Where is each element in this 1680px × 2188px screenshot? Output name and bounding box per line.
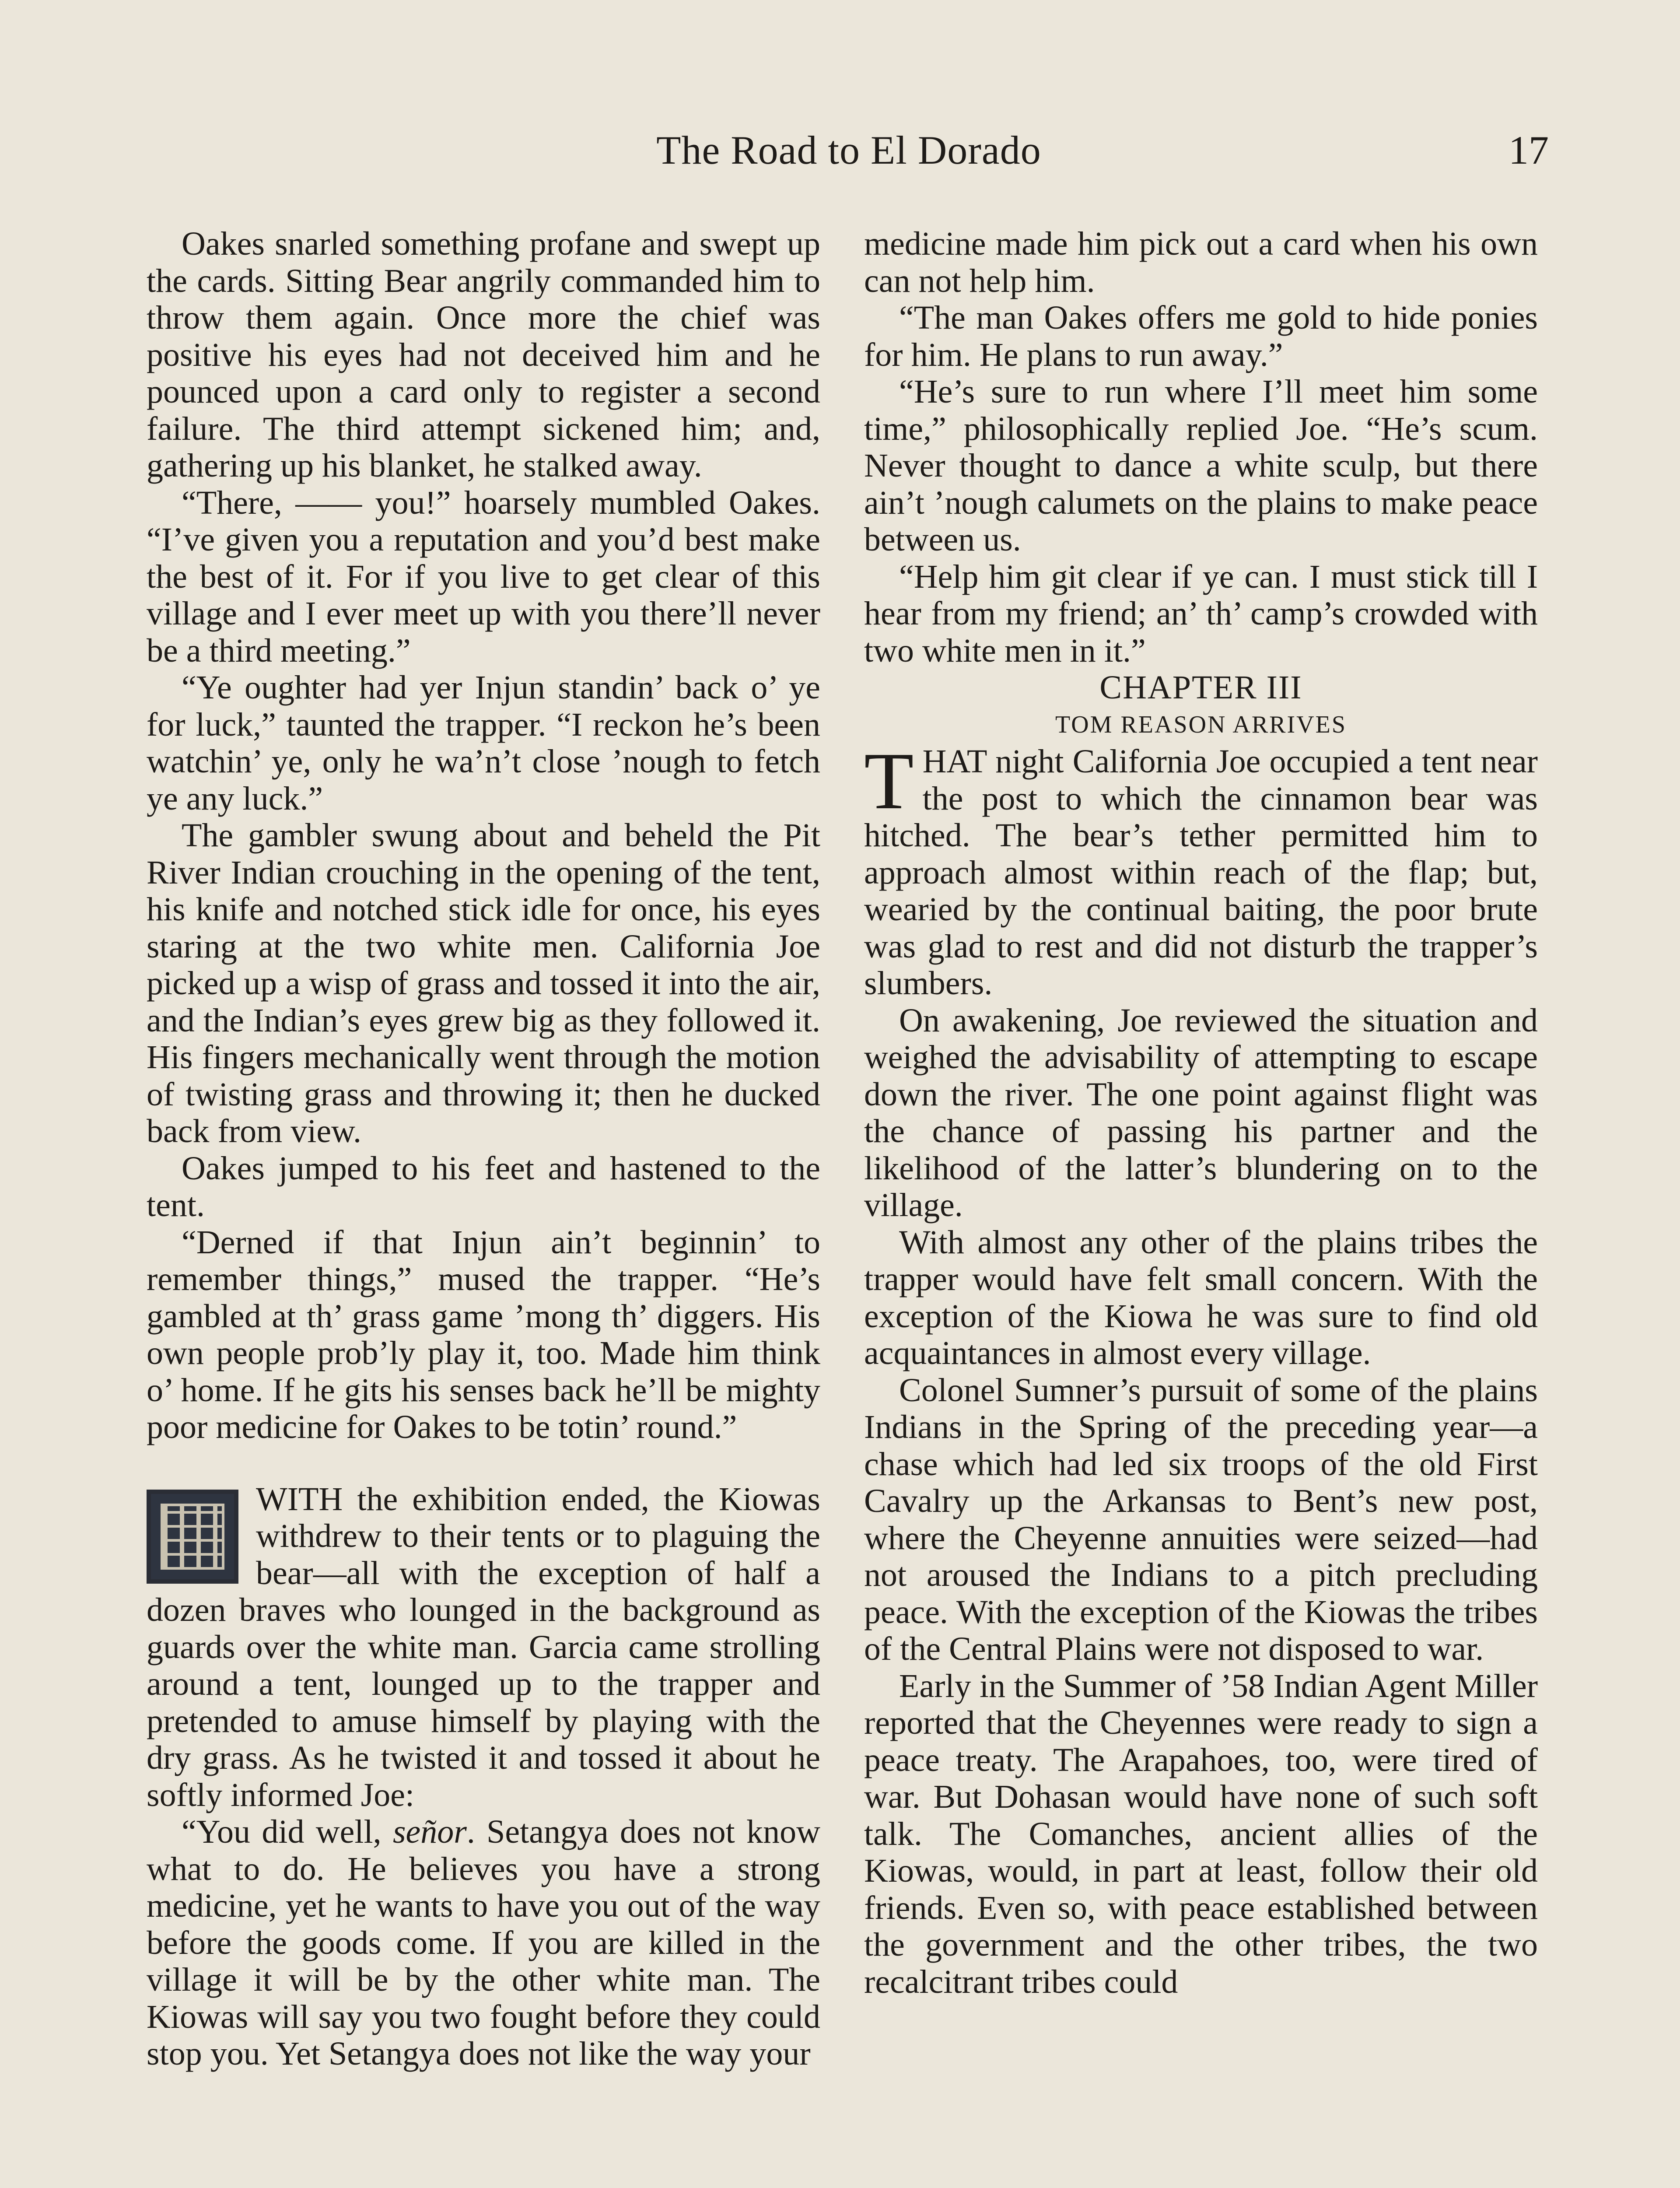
paragraph: “There, —— you!” hoarsely mumbled Oakes. “I’ve given you a reputation and you’d best make the best of it. For if you live to get clear of this village and I ever meet up with you there’ll never be a third meeting.” — [147, 484, 820, 669]
page-number: 17 — [1508, 128, 1549, 172]
paragraph: With almost any other of the plains tribes the trapper would have felt small concern. With the exception of the Kiowa he was sure to find old acquaintances in almost every village. — [864, 1224, 1538, 1371]
drop-cap: T — [864, 736, 914, 826]
ornamented-paragraph — [147, 1481, 820, 1814]
paragraph — [864, 736, 1538, 1002]
italic-word: señor — [392, 1813, 467, 1850]
paragraph: “Help him git clear if ye can. I must stick till I hear from my friend; an’ th’ camp’s crowded with two white men in it.” — [864, 558, 1538, 669]
chapter-heading: CHAPTER III — [1099, 669, 1302, 706]
text-run: HAT night California Joe occupied a tent near the post to which the cinnamon bear was hitched. The bear’s tether permitted him to approach almost within reach of the flap; but, wearied by the continual baiting, the poor brute was glad to rest and did not disturb the trapper’s slumbers. — [864, 743, 1538, 1002]
text-run: . Setangya does not know what to do. He believes you have a strong medicine, yet he wants to have you out of the way before the goods come. If you are killed in the village it will be by the other white man. The Kiowas will say you two fought before they could stop you. Yet Setangya does not like the way your — [147, 1813, 820, 2072]
paragraph: WITH the exhibition ended, the Kiowas withdrew to their tents or to plaguing the bear—all with the exception of half a dozen braves who lounged in the background as guards over the white man. Garcia came strolling around a tent, lounged up to the trapper and pretended to amuse himself by playing with the dry grass. As he twisted it and tossed it about he softly informed Joe: — [147, 1480, 820, 1813]
paragraph: “The man Oakes offers me gold to hide ponies for him. He plans to run away.” — [864, 299, 1538, 373]
ornamental-initial-icon — [147, 1490, 238, 1584]
paragraph: Early in the Summer of ’58 Indian Agent Miller reported that the Cheyennes were ready to sign a peace treaty. The Arapahoes, too, were tired of war. But Dohasan would have none of such soft talk. The Comanches, ancient allies of the Kiowas, would, in part at least, follow their old friends. Even so, with peace established between the government and the other tribes, the two recalcitrant tribes could — [864, 1667, 1538, 2000]
running-title: The Road to El Dorado — [656, 128, 1041, 172]
paragraph: “Derned if that Injun ain’t beginnin’ to remember things,” mused the trapper. “He’s gambled at th’ grass game ’mong th’ diggers. His own people prob’ly play it, too. Made him think o’ home. If he gits his senses back he’ll be mighty poor medicine for Oakes to be totin’ round.” — [147, 1224, 820, 1445]
paragraph: Oakes snarled something profane and swept up the cards. Sitting Bear angrily commanded him to throw them again. Once more the chief was positive his eyes had not deceived him and he pounced upon a card only to register a second failure. The third attempt sickened him; and, gathering up his blanket, he stalked away. — [147, 225, 820, 484]
paragraph: Oakes jumped to his feet and hastened to the tent. — [147, 1150, 820, 1224]
chapter-subtitle: TOM REASON ARRIVES — [1055, 711, 1347, 738]
paragraph — [147, 1813, 820, 2072]
right-column — [864, 225, 1538, 2000]
paragraph: On awakening, Joe reviewed the situation and weighed the advisability of attempting to escape down the river. The one point against flight was the chance of passing his partner and the likelihood of the latter’s blundering on to the village. — [864, 1002, 1538, 1224]
paragraph: Colonel Sumner’s pursuit of some of the plains Indians in the Spring of the preceding year—a chase which had led six troops of the old First Cavalry up the Arkansas to Bent’s new post, where the Cheyenne annuities were seized—had not aroused the Indians to a pitch precluding peace. With the exception of the Kiowas the tribes of the Central Plains were not disposed to war. — [864, 1371, 1538, 1667]
paragraph: medicine made him pick out a card when his own can not help him. — [864, 225, 1538, 299]
page-header — [149, 127, 1549, 188]
left-column — [147, 225, 820, 2072]
section-break — [147, 1446, 820, 1481]
paragraph: The gambler swung about and beheld the Pit River Indian crouching in the opening of the tent, his knife and notched stick idle for once, his eyes staring at the two white men. California Joe picked up a wisp of grass and tossed it into the air, and the Indian’s eyes grew big as they followed it. His fingers mechanically went through the motion of twisting grass and throwing it; then he ducked back from view. — [147, 817, 820, 1150]
paragraph: “Ye oughter had yer Injun standin’ back o’ ye for luck,” taunted the trapper. “I reckon he’s been watchin’ ye, only he wa’n’t close ’nough to fetch ye any luck.” — [147, 669, 820, 817]
text-run: “You did well, — [182, 1813, 393, 1850]
paragraph: “He’s sure to run where I’ll meet him some time,” philosophically replied Joe. “He’s scum. Never thought to dance a white sculp, but there ain’t ’nough calumets on the plains to make peace between us. — [864, 373, 1538, 558]
